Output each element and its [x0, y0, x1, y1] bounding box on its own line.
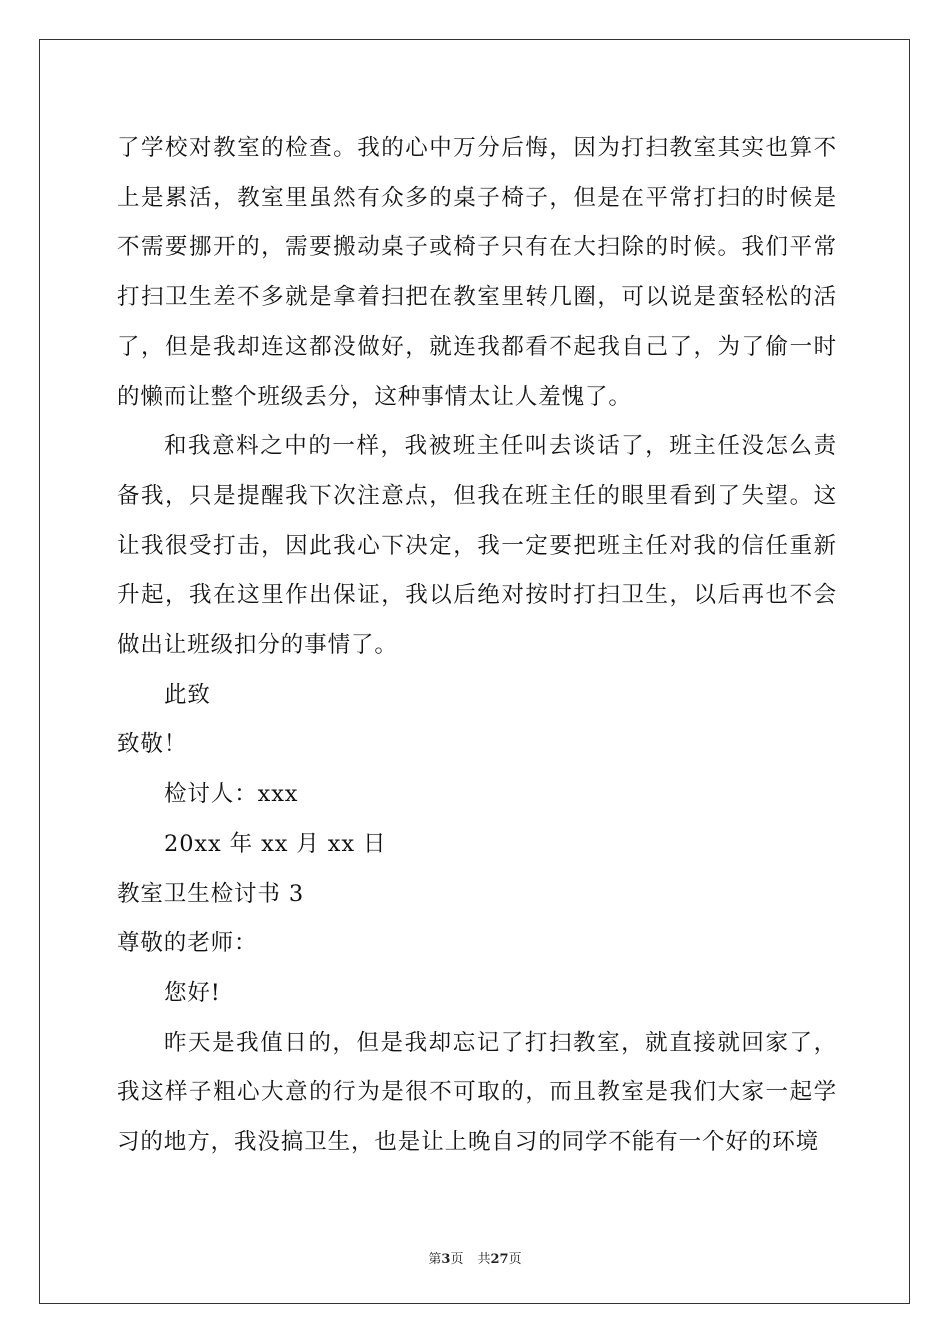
closing-regards: 致敬！	[117, 731, 188, 758]
letter-salutation: 尊敬的老师：	[117, 930, 258, 957]
section-title: 教室卫生检讨书 3	[117, 880, 305, 907]
paragraph-continuation: 了学校对教室的检查。我的心中万分后悔，因为打扫教室其实也算不上是累活，教室里虽然有众多的桌子椅子，但是在平常打扫的时候是不需要挪开的，需要搬动桌子或椅子只有在大扫除的时候。我们平常打扫卫生差不多就是拿着扫把在教室里转几圈，可以说是蛮轻松的活了，但是我却连这都没做好，就连我都看不起我自己了，为了偷一时的懒而让整个班级丢分，这种事情太让人羞愧了。	[117, 135, 837, 410]
closing-salutation: 此致	[164, 681, 211, 708]
footer-page-number: 3	[441, 1252, 451, 1267]
paragraph-teacher-talk: 和我意料之中的一样，我被班主任叫去谈话了，班主任没怎么责备我，只是提醒我下次注意点，但我在班主任的眼里看到了失望。这让我很受打击，因此我心下决定，我一定要把班主任对我的信任重新升起，我在这里作出保证，我以后绝对按时打扫卫生，以后再也不会做出让班级扣分的事情了。	[117, 433, 837, 659]
footer-total-pages: 27	[490, 1252, 509, 1267]
letter-greeting: 您好!	[164, 979, 221, 1006]
footer-total-prefix: 共	[477, 1252, 491, 1267]
page-footer	[0, 1248, 950, 1267]
footer-page-suffix: 页	[450, 1252, 464, 1267]
signature-name: 检讨人：xxx	[164, 781, 299, 808]
paragraph-duty-day: 昨天是我值日的，但是我却忘记了打扫教室，就直接就回家了，我这样子粗心大意的行为是很不可取的，而且教室是我们大家一起学习的地方，我没搞卫生，也是让上晚自习的同学不能有一个好的环境	[117, 1029, 837, 1156]
footer-total-suffix: 页	[508, 1252, 522, 1267]
footer-page-prefix: 第	[428, 1252, 442, 1267]
document-body	[117, 124, 837, 1168]
signature-date: 20xx 年 xx 月 xx 日	[164, 830, 387, 857]
